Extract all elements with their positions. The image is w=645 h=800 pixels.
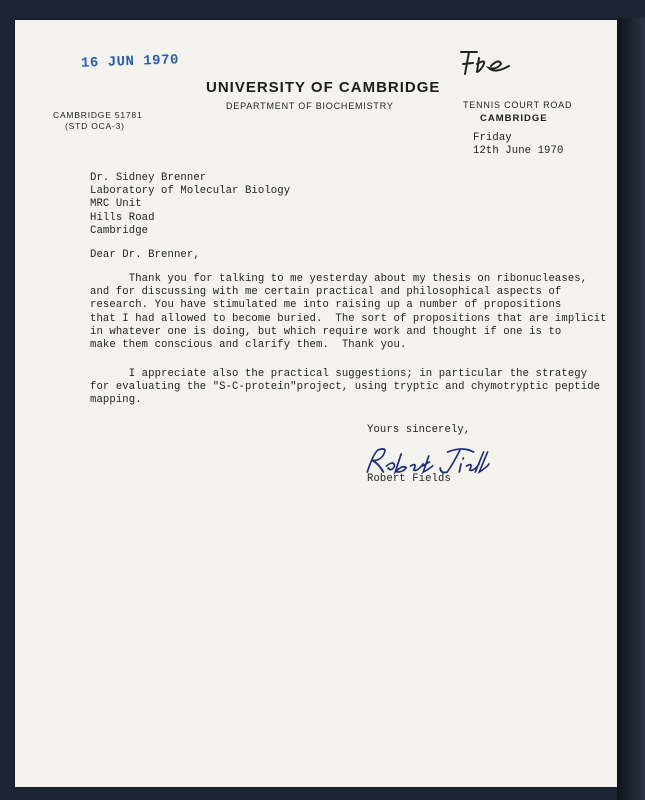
paragraph-line: for evaluating the "S-C-protein"project, using tryptic and chymotryptic peptide [90,381,601,394]
background-edge [617,18,645,800]
recipient-line: Cambridge [90,224,149,237]
paragraph-line: in whatever one is doing, but which require work and thought if one is to [90,325,562,338]
recipient-line: MRC Unit [90,198,142,211]
body-paragraph-1 [90,273,607,352]
paragraph-line: that I had allowed to become buried. The sort of propositions that are implicit [90,312,607,325]
salutation: Dear Dr. Brenner, [90,249,200,261]
paragraph-line: and for discussing with me certain practical and philosophical aspects of [90,286,562,299]
recipient-line: Hills Road [90,211,155,224]
department-name: DEPARTMENT OF BIOCHEMISTRY [226,101,394,111]
paragraph-line: Thank you for talking to me yesterday about my thesis on ribonucleases, [90,273,588,285]
phone-line-1: CAMBRIDGE 51781 [53,110,143,120]
address-line-2: CAMBRIDGE [480,113,548,124]
paragraph-line: I appreciate also the practical suggestions; in particular the strategy [90,368,588,380]
typed-signatory-name: Robert Fields [367,473,451,485]
paragraph-line: make them conscious and clarify them. Thank you. [90,339,407,352]
paragraph-line: research. You have stimulated me into raising up a number of propositions [90,299,562,312]
handwritten-initials [455,42,515,78]
body-paragraph-2 [90,368,600,408]
recipient-line: Dr. Sidney Brenner [90,172,207,184]
paragraph-line: mapping. [90,394,142,407]
letter-date: 12th June 1970 [473,145,564,157]
closing: Yours sincerely, [367,424,471,436]
university-name: UNIVERSITY OF CAMBRIDGE [206,79,441,96]
letter-paper [15,20,617,787]
recipient-address [90,172,290,238]
address-line-1: TENNIS COURT ROAD [463,100,573,110]
letter-day: Friday [473,132,512,144]
received-date-stamp: 16 JUN 1970 [80,52,180,72]
recipient-line: Laboratory of Molecular Biology [90,185,291,198]
phone-line-2: (STD OCA-3) [65,121,125,131]
